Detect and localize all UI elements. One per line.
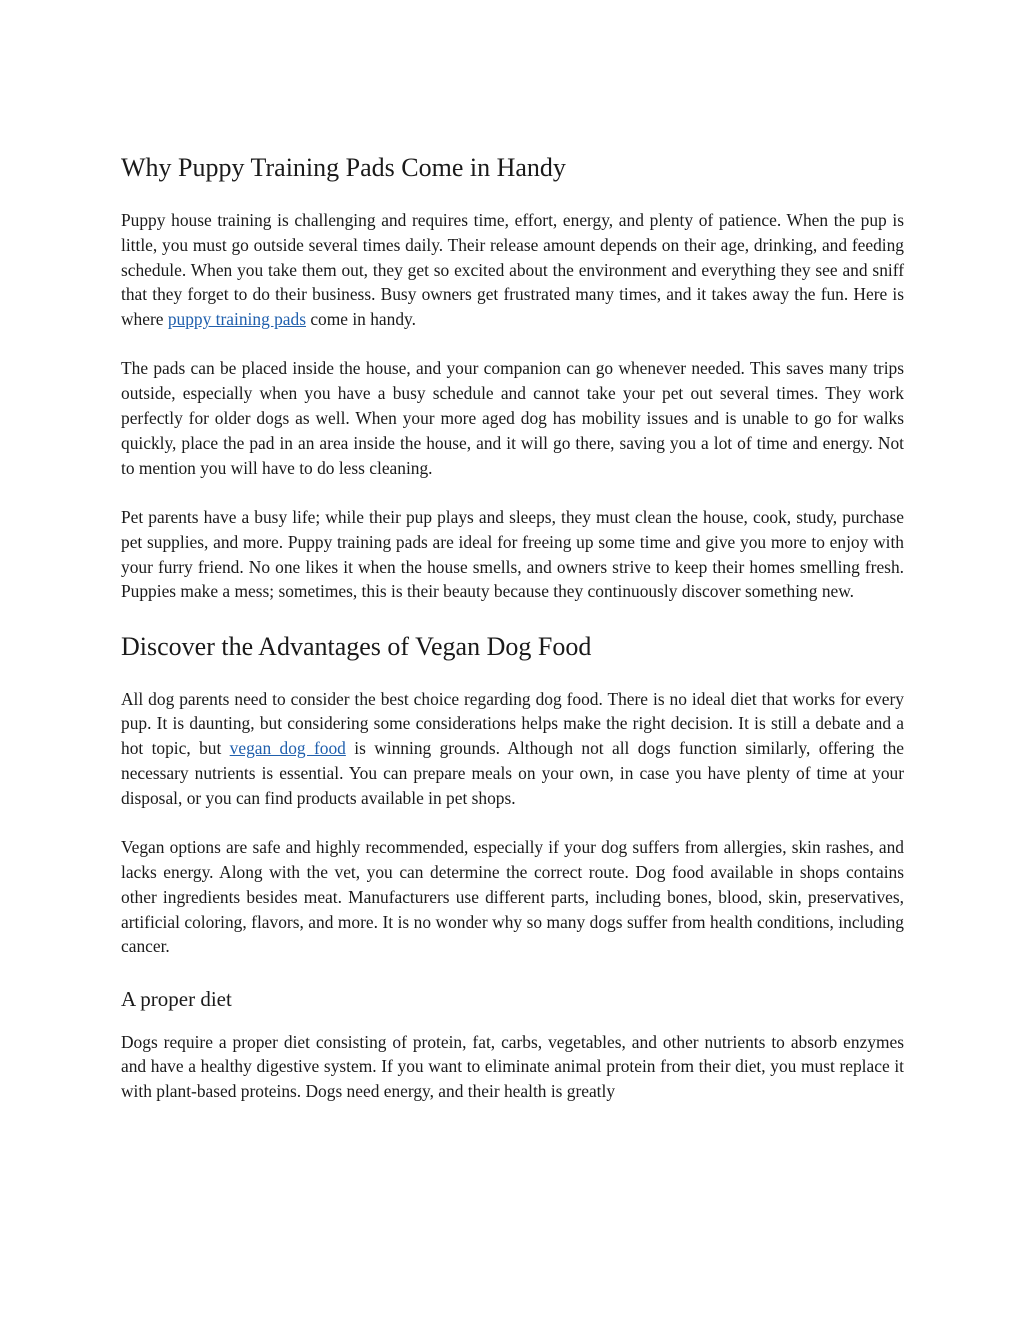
section-heading-proper-diet: A proper diet [121,986,232,1011]
paragraph-vegan-intro [121,687,904,811]
paragraph-text: All dog parents need to consider the best choice regarding dog food. There is no ideal diet that works for every pup. It is daunting, but considering some considerations helps make the right decision. It is still a debate and a hot topic, but [121,688,904,759]
paragraph-text: is winning grounds. Although not all dogs function similarly, offering the necessary nutrients is essential. You can prepare meals on your own, in case you have plenty of time at your disposal, or you can find products available in pet shops. [121,738,904,808]
paragraph-vegan-options: Vegan options are safe and highly recommended, especially if your dog suffers from allergies, skin rashes, and lacks energy. Along with the vet, you can determine the correct route. Dog food available in shops contains other ingredients besides meat. Manufacturers use different parts, including bones, blood, skin, preservatives, artificial coloring, flavors, and more. It is no wonder why so many dogs suffer from health conditions, including cancer. [121,837,904,957]
vegan-dog-food-link[interactable]: vegan dog food [229,738,346,759]
paragraph-pet-parents: Pet parents have a busy life; while their pup plays and sleeps, they must clean the house, cook, study, purchase pet supplies, and more. Puppy training pads are ideal for freeing up some time and give you more to enjoy with your furry friend. No one likes it when the house smells, and owners strive to keep their homes smelling fresh. Puppies make a mess; sometimes, this is their beauty because they continuously discover something new. [121,506,904,602]
paragraph-proper-diet: Dogs require a proper diet consisting of protein, fat, carbs, vegetables, and other nutrients to absorb enzymes and have a healthy digestive system. If you want to eliminate animal protein from their diet, you must replace it with plant-based proteins. Dogs need energy, and their health is greatly [121,1031,904,1102]
document-page [121,150,904,1129]
paragraph-text: come in handy. [305,309,416,330]
section-heading-puppy-pads: Why Puppy Training Pads Come in Handy [121,153,566,182]
paragraph-pads-placement: The pads can be placed inside the house, and your companion can go whenever needed. This saves many trips outside, especially when you have a busy schedule and cannot take your pet out several times. They work perfectly for older dogs as well. When your more aged dog has mobility issues and is unable to go for walks quickly, place the pad in an area inside the house, and it will go there, saving you a lot of time and energy. Not to mention you will have to do less cleaning. [121,358,904,478]
puppy-training-pads-link[interactable]: puppy training pads [167,309,306,330]
section-heading-vegan-food: Discover the Advantages of Vegan Dog Food [121,631,592,661]
paragraph-puppy-pads-intro [121,208,904,332]
paragraph-text: Puppy house training is challenging and requires time, effort, energy, and plenty of patience. When the pup is little, you must go outside several times daily. Their release amount depends on their age, drinking, and feeding schedule. When you take them out, they get so excited about the environment and everything they see and sniff that they forget to do their business. Busy owners get frustrated many times, and it takes away the fun. Here is where [121,210,904,330]
